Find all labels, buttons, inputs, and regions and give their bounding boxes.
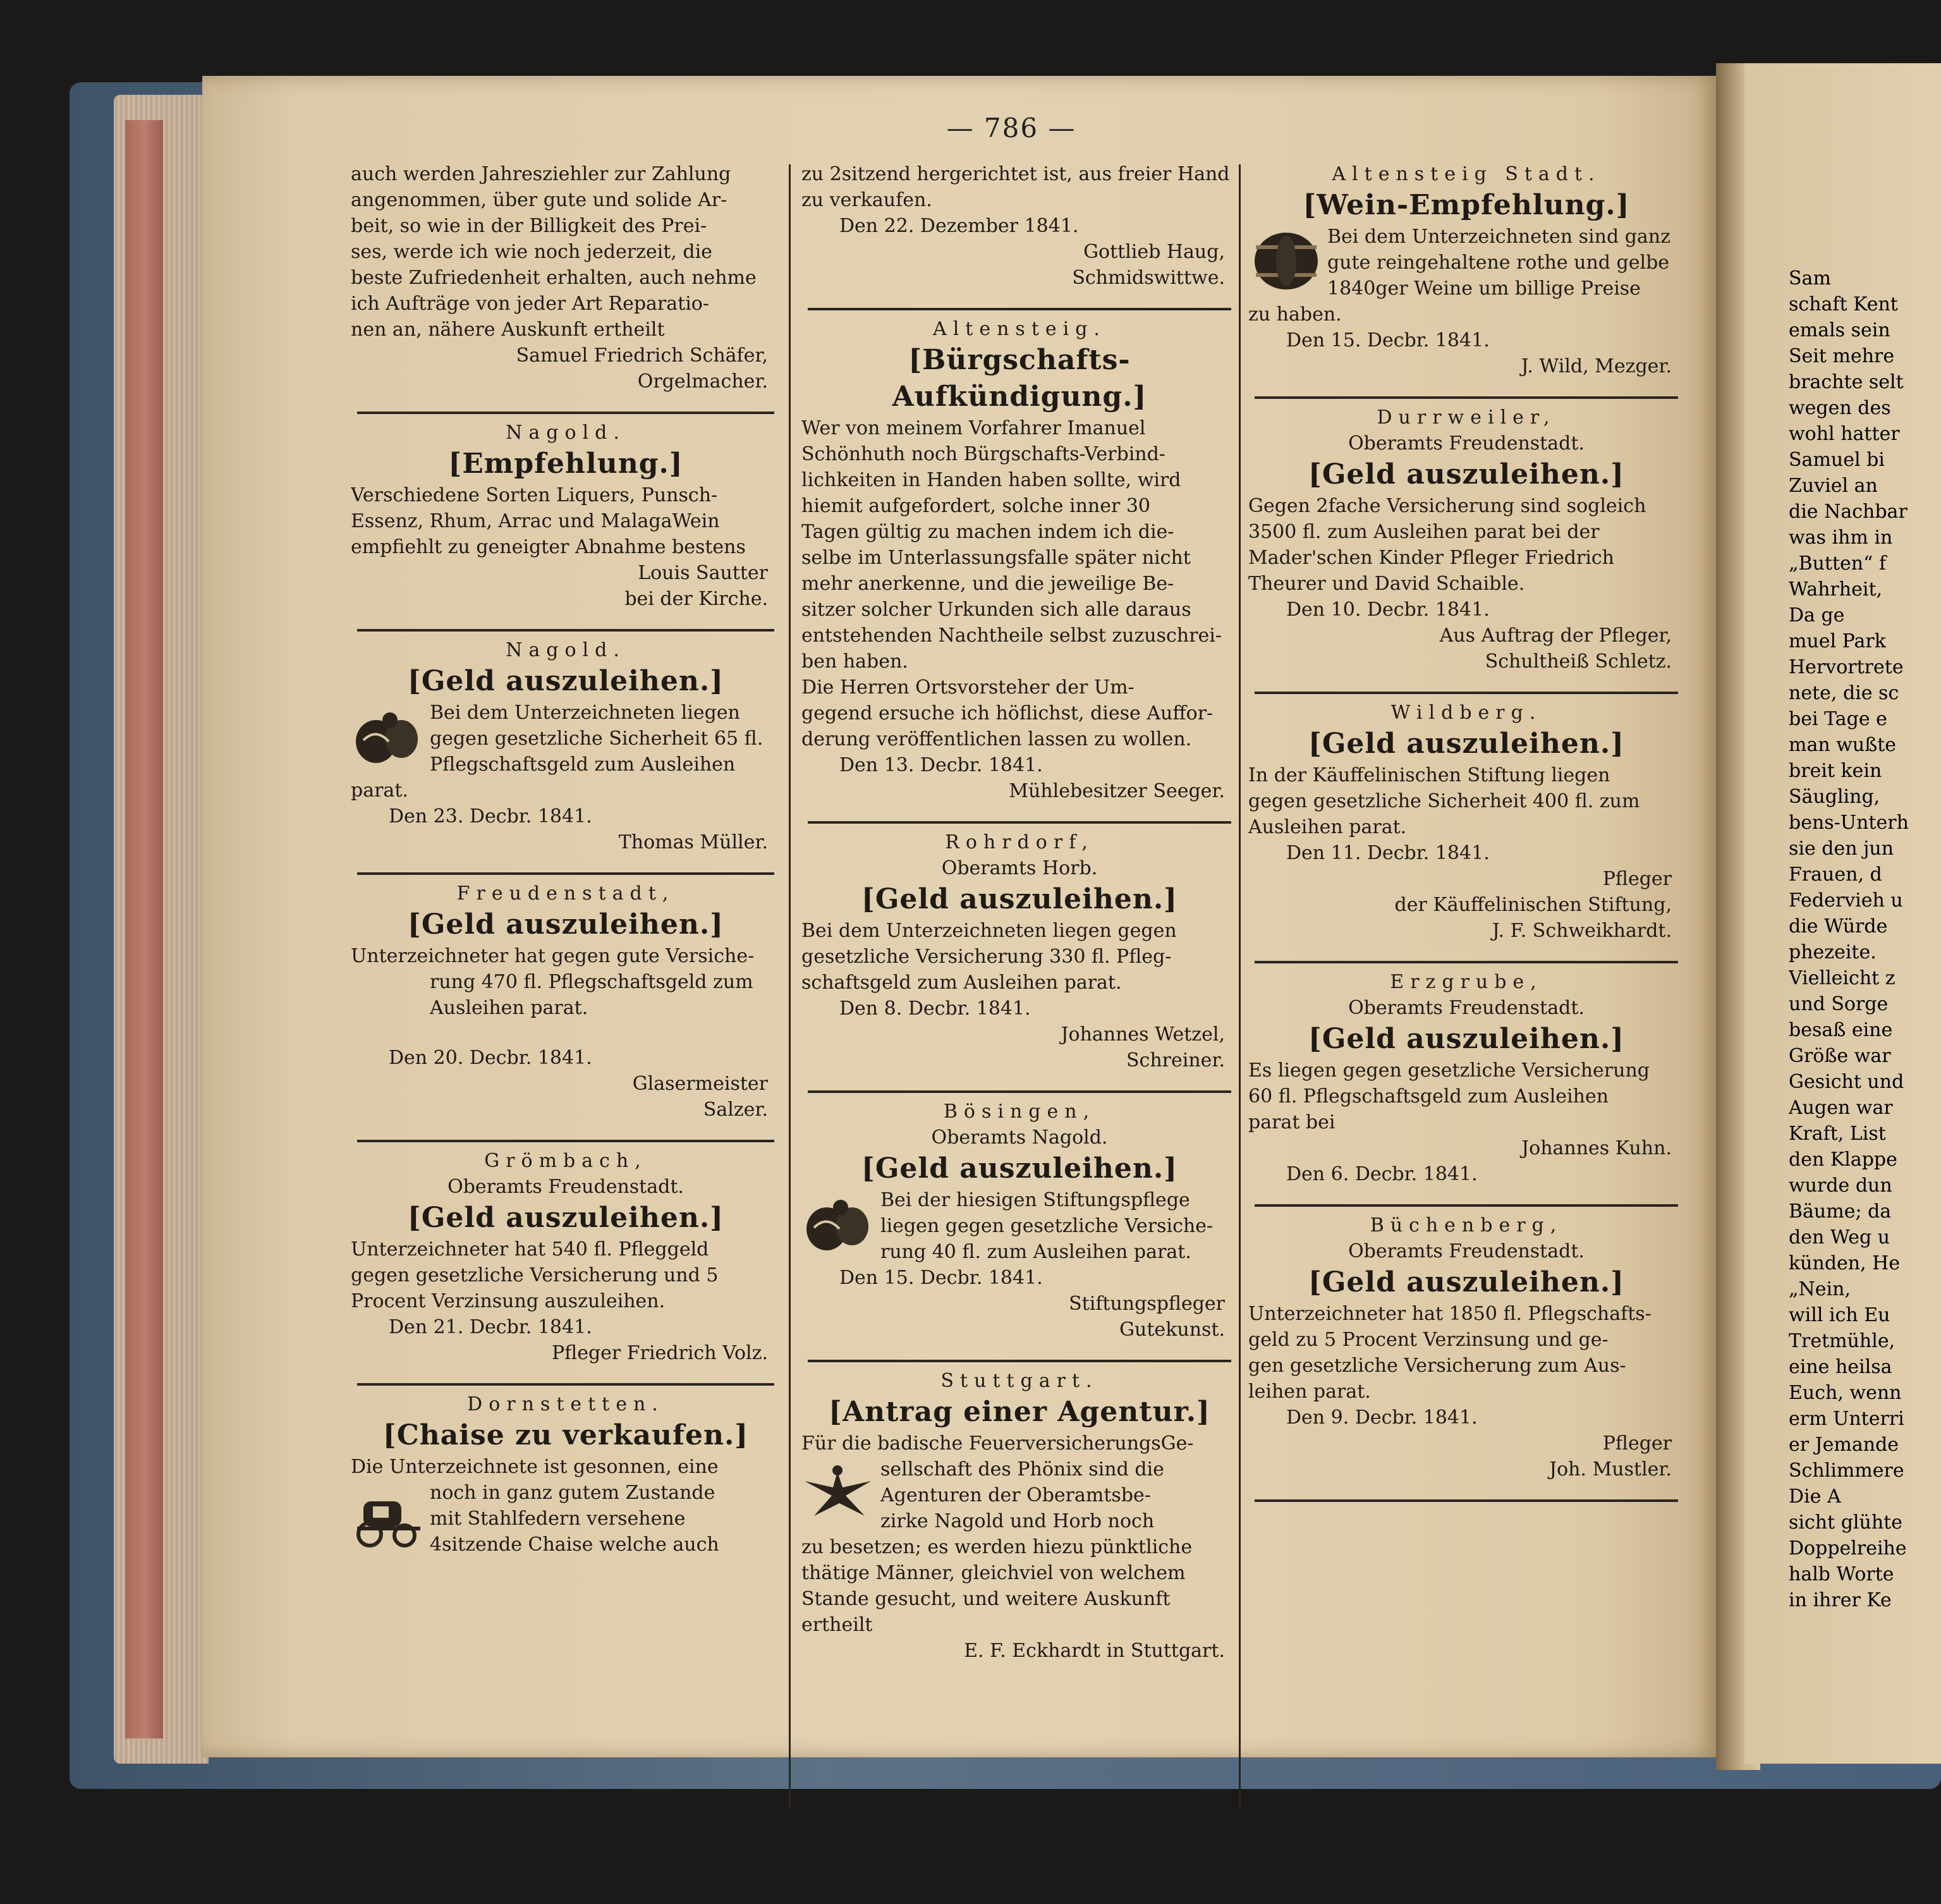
ad-text-line: Agenturen der Oberamtsbe- (880, 1484, 1151, 1506)
ad-text-line: angenommen, über gute und solide Ar- (351, 189, 727, 211)
ad-text-line: ben haben. (801, 650, 908, 673)
ad-town: Erzgrube, (1390, 971, 1543, 993)
ad-text-line: Wer von meinem Vorfahrer Imanuel (801, 417, 1146, 439)
right-page-line: Frauen, d (1789, 864, 1882, 886)
money-bag-woodcut-icon (801, 1190, 874, 1259)
right-page-line: Wahrheit, (1789, 578, 1883, 601)
right-page-line: wegen des (1789, 397, 1891, 419)
ad-text-line: entstehenden Nachtheile selbst zuzuschrei- (801, 625, 1222, 647)
right-page-line: eine heilsa (1789, 1356, 1892, 1378)
right-page-line: in ihrer Ke (1789, 1589, 1892, 1611)
carriage-woodcut-icon (351, 1482, 423, 1552)
ad-text-line: rung 470 fl. Pflegschaftsgeld zum (430, 971, 753, 993)
separator-rule (801, 815, 1238, 829)
ad-text-line: Die Herren Ortsvorsteher der Um- (801, 676, 1135, 699)
column-3 (1248, 161, 1684, 1508)
ad-text-line: Die Unterzeichnete ist gesonnen, eine (351, 1456, 719, 1478)
right-page-line: muel Park (1789, 630, 1886, 652)
separator-rule (1248, 686, 1684, 700)
right-page-line: Gesicht und (1789, 1071, 1904, 1093)
right-page-line: die Nachbar (1789, 501, 1908, 523)
separator-rule (351, 623, 781, 637)
ad-title: [Geld auszuleihen.] (861, 883, 1177, 915)
ad-signature: Schmidswittwe. (1072, 267, 1225, 289)
ad-text-line: Es liegen gegen gesetzliche Versicherung (1248, 1059, 1650, 1082)
ad-text-line: Procent Verzinsung auszuleihen. (351, 1290, 666, 1312)
ad-signature: Salzer. (703, 1099, 768, 1121)
ad-text-line: 4sitzende Chaise welche auch (430, 1534, 719, 1556)
right-page-line: besaß eine (1789, 1019, 1893, 1041)
ad-date: Den 22. Dezember 1841. (839, 215, 1079, 237)
ad-text-line: 60 fl. Pflegschaftsgeld zum Ausleihen (1248, 1085, 1609, 1108)
ad-text-line: thätige Männer, gleichviel von welchem (801, 1562, 1186, 1584)
separator-rule (1248, 1494, 1684, 1508)
right-page-line: Schlimmere (1789, 1460, 1904, 1482)
right-page-line: er Jemande (1789, 1434, 1899, 1456)
ad-signature: J. Wild, Mezger. (1521, 355, 1672, 377)
column-rule (789, 164, 791, 1808)
ad-date: Den 20. Decbr. 1841. (389, 1047, 592, 1069)
ad-title: [Geld auszuleihen.] (408, 1202, 724, 1234)
ad-title: [Geld auszuleihen.] (408, 908, 724, 941)
right-page-line: halb Worte (1789, 1563, 1894, 1585)
right-page-line: erm Unterri (1789, 1408, 1904, 1430)
ad-woodcut-block (1248, 224, 1684, 302)
right-page-line: Die A (1789, 1486, 1841, 1508)
ad-title: [Geld auszuleihen.] (1308, 458, 1624, 491)
ad-signature: Joh. Mustler. (1549, 1458, 1672, 1480)
advertisement (1248, 969, 1684, 1187)
right-page-line: Bäume; da (1789, 1200, 1892, 1223)
separator-rule (801, 302, 1238, 316)
separator-rule (1248, 955, 1684, 969)
separator-rule (1248, 1199, 1684, 1212)
right-page-line: sie den jun (1789, 838, 1894, 860)
ad-text-line: Bei der hiesigen Stiftungspflege (880, 1189, 1190, 1211)
eagle-woodcut-icon (801, 1459, 874, 1529)
ad-text-line: leihen parat. (1248, 1381, 1371, 1403)
ad-town: Nagold. (506, 639, 626, 661)
ad-text-line: ertheilt (801, 1614, 873, 1636)
ad-title: [Bürgschafts-Aufkündigung.] (892, 344, 1147, 413)
ad-text-line: Bei dem Unterzeichneten sind ganz (1327, 226, 1670, 248)
advertisement-continued (801, 161, 1238, 291)
ad-text-line: Unterzeichneter hat gegen gute Versiche- (351, 945, 755, 967)
ad-signature: der Käuffelinischen Stiftung, (1394, 894, 1672, 916)
right-page-line: man wußte (1789, 734, 1897, 756)
ad-text-line: gegen gesetzliche Versicherung und 5 (351, 1264, 719, 1286)
ad-date: Den 10. Decbr. 1841. (1286, 599, 1490, 621)
advertisement (1248, 700, 1684, 944)
ad-text-line: auch werden Jahresziehler zur Zahlung (351, 163, 731, 185)
ad-district: Oberamts Freudenstadt. (1348, 1240, 1585, 1262)
ad-district: Oberamts Horb. (941, 857, 1098, 879)
ad-text-line: lichkeiten in Handen haben sollte, wird (801, 469, 1181, 491)
ad-title: [Antrag einer Agentur.] (829, 1396, 1210, 1428)
ad-date: Den 6. Decbr. 1841. (1286, 1163, 1478, 1185)
right-page-line: bei Tage e (1789, 708, 1887, 730)
advertisement (351, 420, 781, 612)
ad-signature: Pfleger Friedrich Volz. (552, 1342, 768, 1364)
ad-woodcut-block (801, 1456, 1238, 1534)
ad-text-line: parat bei (1248, 1111, 1336, 1133)
ad-date: Den 15. Decbr. 1841. (1286, 329, 1490, 351)
ad-signature: Pfleger (1602, 1432, 1672, 1455)
right-page-line: sicht glühte (1789, 1511, 1902, 1534)
right-page-line: den Klappe (1789, 1149, 1897, 1171)
advertisement (801, 316, 1238, 804)
ad-text-line: mehr anerkenne, und die jeweilige Be- (801, 573, 1174, 595)
ad-title: [Geld auszuleihen.] (408, 665, 724, 697)
right-page-line: Seit mehre (1789, 345, 1895, 367)
right-page-line: Augen war (1789, 1097, 1893, 1119)
advertisement (1248, 161, 1684, 379)
ad-signature: Louis Sautter (638, 562, 768, 584)
ad-town: Stuttgart. (940, 1370, 1098, 1392)
ad-text-line: sellschaft des Phönix sind die (880, 1458, 1164, 1480)
barrel-woodcut-icon (1248, 226, 1321, 296)
column-2 (801, 161, 1238, 1675)
right-page-line: Größe war (1789, 1045, 1891, 1067)
right-page-line: Zuviel an (1789, 475, 1878, 497)
right-page-line: was ihm in (1789, 527, 1893, 549)
ad-town: Freudenstadt, (456, 882, 675, 905)
right-page-line: schaft Kent (1789, 293, 1898, 315)
ad-title: [Geld auszuleihen.] (861, 1152, 1177, 1185)
ad-text-line: Essenz, Rhum, Arrac und MalagaWein (351, 510, 720, 532)
advertisement-continued (351, 161, 781, 394)
ad-text-line: 1840ger Weine um billige Preise (1327, 278, 1641, 300)
ad-signature: Johannes Wetzel, (1061, 1023, 1225, 1046)
ad-woodcut-block (351, 969, 781, 1045)
right-page-line: Tretmühle, (1789, 1330, 1895, 1352)
ad-date: Den 11. Decbr. 1841. (1286, 842, 1490, 864)
page-edges (114, 95, 209, 1764)
ad-text-line: gute reingehaltene rothe und gelbe (1327, 252, 1670, 274)
separator-rule (351, 867, 781, 881)
separator-rule (351, 1377, 781, 1391)
right-page-line: bens-Unterh (1789, 812, 1909, 834)
right-page-line: Säugling, (1789, 786, 1880, 808)
advertisement (801, 1368, 1238, 1664)
ad-text-line: Bei dem Unterzeichneten liegen (430, 702, 740, 724)
separator-rule (801, 1354, 1238, 1368)
ad-signature: Gottlieb Haug, (1083, 241, 1225, 263)
ad-date: Den 8. Decbr. 1841. (839, 998, 1031, 1020)
ad-signature: E. F. Eckhardt in Stuttgart. (964, 1640, 1225, 1662)
ad-date: Den 21. Decbr. 1841. (389, 1316, 592, 1338)
ad-woodcut-block (351, 700, 781, 778)
ad-text-line: gegend ersuche ich höflichst, diese Auffor- (801, 702, 1214, 724)
ad-town: Nagold. (506, 422, 626, 444)
ad-district: Oberamts Freudenstadt. (1348, 997, 1585, 1019)
ad-signature: Schultheiß Schletz. (1485, 650, 1672, 673)
ad-text-line: Unterzeichneter hat 540 fl. Pfleggeld (351, 1238, 709, 1260)
ad-text-line: 3500 fl. zum Ausleihen parat bei der (1248, 521, 1600, 543)
ad-signature: bei der Kirche. (624, 588, 768, 610)
ad-title: [Geld auszuleihen.] (1308, 728, 1624, 760)
right-page-line: Doppelreihe (1789, 1537, 1907, 1559)
ad-signature: Thomas Müller. (618, 831, 768, 853)
separator-rule (1248, 391, 1684, 405)
right-page-line: breit kein (1789, 760, 1882, 782)
ad-signature: Samuel Friedrich Schäfer, (516, 345, 768, 367)
right-page-line: wurde dun (1789, 1175, 1892, 1197)
advertisement (801, 829, 1238, 1073)
ad-date: Den 15. Decbr. 1841. (839, 1267, 1043, 1289)
ad-signature: Gutekunst. (1119, 1319, 1225, 1341)
ad-date: Den 23. Decbr. 1841. (389, 805, 592, 827)
ad-text-line: In der Käuffelinischen Stiftung liegen (1248, 764, 1610, 786)
ad-title: [Empfehlung.] (448, 448, 683, 480)
ad-town: Dornstetten. (467, 1393, 664, 1415)
ad-text-line: liegen gegen gesetzliche Versiche- (880, 1215, 1214, 1237)
ad-text-line: parat. (351, 779, 408, 802)
ad-text-line: ich Aufträge von jeder Art Reparatio- (351, 293, 709, 315)
column-rule (1239, 164, 1241, 1808)
right-page-line: wohl hatter (1789, 423, 1900, 445)
ad-text-line: schaftsgeld zum Ausleihen parat. (801, 972, 1122, 994)
right-page (1744, 63, 1941, 1764)
ad-text-line: beit, so wie in der Billigkeit des Prei- (351, 215, 707, 237)
advertisement (801, 1099, 1238, 1343)
ad-district: Oberamts Nagold. (931, 1126, 1108, 1149)
ad-text-line: zu haben. (1248, 303, 1342, 326)
column-1 (351, 161, 781, 1569)
ad-town: Wildberg. (1390, 702, 1542, 724)
ad-text-line: Tagen gültig zu machen indem ich die- (801, 521, 1174, 543)
ad-text-line: zu verkaufen. (801, 189, 932, 211)
right-page-line: künden, He (1789, 1252, 1901, 1274)
advertisement (1248, 405, 1684, 674)
advertisement (351, 1391, 781, 1558)
money-bag-woodcut-icon (351, 702, 423, 772)
ad-text-line: zu 2sitzend hergerichtet ist, aus freier Hand (801, 163, 1230, 185)
ad-signature: Johannes Kuhn. (1521, 1137, 1672, 1159)
ad-text-line: Verschiedene Sorten Liquers, Punsch- (351, 484, 718, 506)
ad-town: Altensteig Stadt. (1332, 163, 1601, 185)
ad-text-line: noch in ganz gutem Zustande (430, 1482, 715, 1504)
ad-signature: Orgelmacher. (637, 370, 768, 393)
right-page-line: Euch, wenn (1789, 1382, 1902, 1404)
ad-town: Grömbach, (484, 1150, 647, 1172)
right-page-line: und Sorge (1789, 993, 1889, 1015)
ad-signature: Stiftungspfleger (1069, 1293, 1225, 1315)
advertisement (351, 637, 781, 855)
ad-text-line: Ausleihen parat. (430, 997, 588, 1019)
right-page-line: nete, die sc (1789, 682, 1899, 704)
ad-text-line: Ausleihen parat. (1248, 816, 1407, 838)
right-page-line: will ich Eu (1789, 1304, 1890, 1326)
ad-text-line: Pflegschaftsgeld zum Ausleihen (430, 754, 736, 776)
advertisement (351, 881, 781, 1123)
ad-title: [Geld auszuleihen.] (1308, 1266, 1624, 1298)
money-bag2-woodcut-icon (351, 972, 423, 1041)
ad-text-line: Unterzeichneter hat 1850 fl. Pflegschafts- (1248, 1303, 1652, 1325)
right-page-line: „Nein, (1789, 1278, 1851, 1300)
ad-text-line: beste Zufriedenheit erhalten, auch nehme (351, 267, 757, 289)
ad-text-line: geld zu 5 Procent Verzinsung und ge- (1248, 1329, 1609, 1351)
ad-woodcut-block (351, 1480, 781, 1558)
ad-text-line: Für die badische FeuerversicherungsGe- (801, 1432, 1194, 1455)
ad-text-line: Schönhuth noch Bürgschafts-Verbind- (801, 443, 1165, 465)
ad-town: Bösingen, (943, 1101, 1096, 1123)
ad-signature: J. F. Schweikhardt. (1492, 920, 1672, 942)
right-page-line: Da ge (1789, 604, 1845, 626)
right-page-line: Hervortrete (1789, 656, 1904, 678)
ad-town: Durrweiler, (1377, 406, 1556, 429)
ad-text-line: zirke Nagold und Horb noch (880, 1510, 1155, 1532)
ad-signature: Glasermeister (632, 1073, 768, 1095)
ad-text-line: zu besetzen; es werden hiezu pünktliche (801, 1536, 1193, 1558)
advertisement (351, 1148, 781, 1366)
ad-woodcut-block (801, 1187, 1238, 1265)
right-page-line: brachte selt (1789, 371, 1904, 393)
ad-text-line: empfiehlt zu geneigter Abnahme bestens (351, 536, 746, 558)
right-page-line: emals sein (1789, 319, 1890, 341)
right-page-line: die Würde (1789, 915, 1888, 937)
ad-district: Oberamts Freudenstadt. (447, 1176, 684, 1198)
advertisement (1248, 1212, 1684, 1482)
ad-text-line: nen an, nähere Auskunft ertheilt (351, 319, 665, 341)
ad-signature: Schreiner. (1126, 1049, 1225, 1071)
ad-text-line: gesetzliche Versicherung 330 fl. Pfleg- (801, 946, 1172, 968)
ad-text-line: derung veröffentlichen lassen zu wollen. (801, 728, 1192, 750)
separator-rule (351, 406, 781, 420)
ad-title: [Chaise zu verkaufen.] (382, 1419, 749, 1451)
right-page-line: Vielleicht z (1789, 967, 1895, 989)
right-page-line: den Weg u (1789, 1226, 1890, 1248)
ad-text-line: gegen gesetzliche Sicherheit 400 fl. zum (1248, 790, 1640, 812)
ad-title: [Wein-Empfehlung.] (1303, 189, 1630, 221)
right-page-line: phezeite. (1789, 941, 1877, 963)
ad-signature: Pfleger (1602, 868, 1672, 890)
ad-text-line: Theurer und David Schaible. (1248, 573, 1525, 595)
separator-rule (801, 1085, 1238, 1099)
ad-signature: Mühlebesitzer Seeger. (1009, 780, 1225, 802)
ad-date: Den 9. Decbr. 1841. (1286, 1407, 1478, 1429)
right-page-line: Federvieh u (1789, 889, 1903, 912)
ad-text-line: hiemit aufgefordert, solche inner 30 (801, 495, 1151, 517)
ad-text-line: Stande gesucht, und weitere Auskunft (801, 1588, 1171, 1610)
ad-signature: Aus Auftrag der Pfleger, (1439, 625, 1672, 647)
ad-text-line: Bei dem Unterzeichneten liegen gegen (801, 920, 1177, 942)
ad-text-line: mit Stahlfedern versehene (430, 1508, 686, 1530)
ad-town: Altensteig. (933, 318, 1106, 340)
ad-town: Büchenberg, (1370, 1214, 1563, 1236)
ad-text-line: rung 40 fl. zum Ausleihen parat. (880, 1241, 1191, 1263)
ad-date: Den 13. Decbr. 1841. (839, 754, 1043, 776)
right-page-line: „Butten“ f (1789, 552, 1887, 575)
ad-text-line: selbe im Unterlassungsfalle später nicht (801, 547, 1191, 569)
right-page-line: Sam (1789, 267, 1831, 290)
separator-rule (351, 1134, 781, 1148)
ad-text-line: gegen gesetzliche Sicherheit 65 fl. (430, 728, 764, 750)
ad-district: Oberamts Freudenstadt. (1348, 432, 1585, 455)
right-page-line: Samuel bi (1789, 449, 1885, 471)
ad-text-line: ses, werde ich wie noch jederzeit, die (351, 241, 712, 263)
ad-text-line: gen gesetzliche Versicherung zum Aus- (1248, 1355, 1626, 1377)
ad-town: Rohrdorf, (945, 831, 1094, 853)
ad-title: [Geld auszuleihen.] (1308, 1023, 1624, 1055)
right-page-line: Kraft, List (1789, 1123, 1886, 1145)
ad-text-line: sitzer solcher Urkunden sich alle daraus (801, 599, 1191, 621)
ad-text-line: Gegen 2fache Versicherung sind sogleich (1248, 495, 1646, 517)
page-number: — 786 — (946, 113, 1076, 143)
ad-text-line: Mader'schen Kinder Pfleger Friedrich (1248, 547, 1614, 569)
